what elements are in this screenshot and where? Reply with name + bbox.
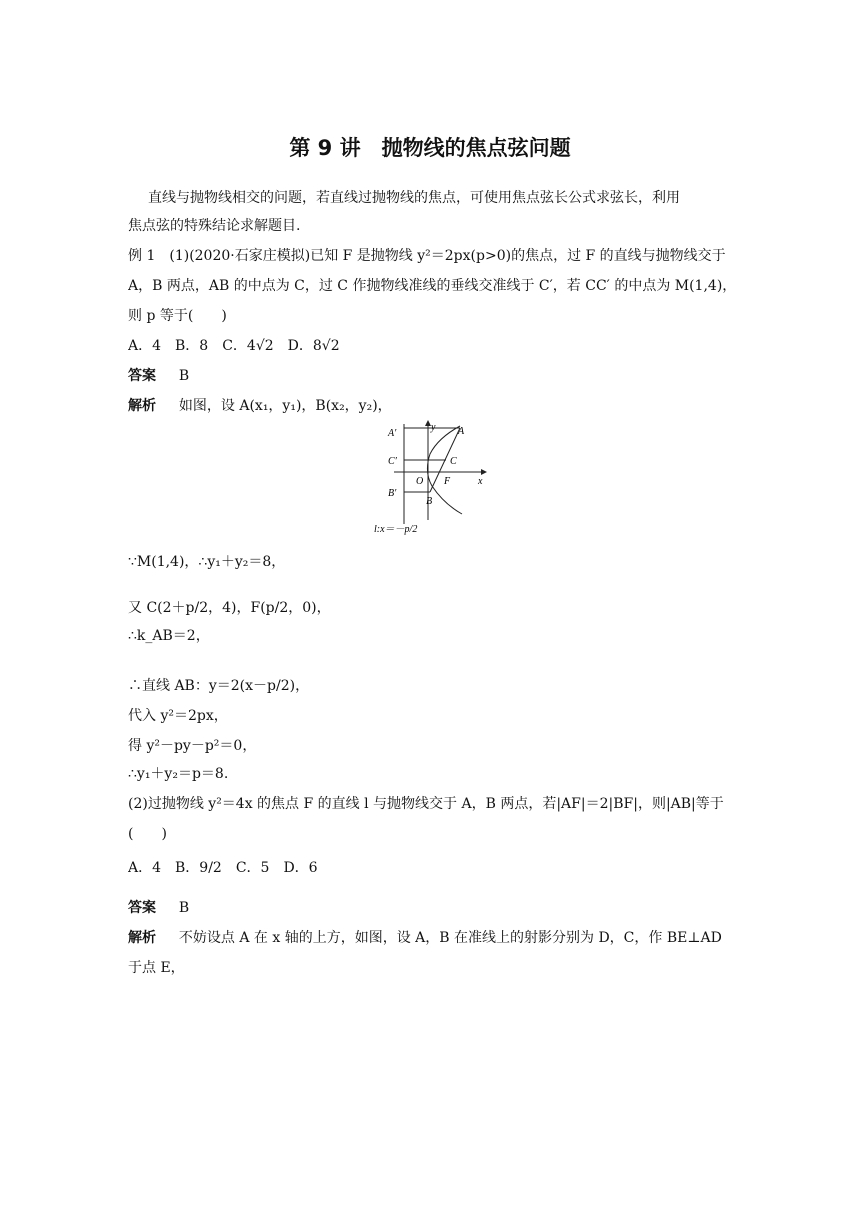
label-o: O <box>416 476 424 487</box>
parabola-diagram <box>368 420 502 540</box>
analysis-intro: 如图，设 A(x₁，y₁)，B(x₂，y₂)， <box>178 398 392 414</box>
label-y: y <box>431 422 436 433</box>
step-7: ∴y₁＋y₂＝p＝8. <box>128 766 229 782</box>
label-c: C <box>450 456 457 467</box>
example1-answer <box>128 366 740 386</box>
intro-line-2: 焦点弦的特殊结论求解题目. <box>128 218 301 234</box>
label-f: F <box>444 476 451 487</box>
example1-question2-analysis-line-2: 于点 E， <box>128 960 185 976</box>
example1-question-line-3: 则 p 等于( ) <box>128 308 227 324</box>
example1-analysis <box>128 396 740 416</box>
example1-question-line-2: A，B 两点，AB 的中点为 C，过 C 作抛物线准线的垂线交准线于 C′，若 CC′ 的中点为 M(1,4)， <box>128 278 737 294</box>
label-a-prime: A′ <box>388 428 397 439</box>
label-b-prime: B′ <box>388 488 397 499</box>
intro-line-1: 直线与抛物线相交的问题，若直线过抛物线的焦点，可使用焦点弦长公式求弦长，利用 <box>148 190 680 206</box>
step-6: 得 y²－py－p²＝0， <box>128 738 257 754</box>
label-x: x <box>478 476 483 487</box>
label-c-prime: C′ <box>388 456 397 467</box>
step-5: 代入 y²＝2px， <box>128 708 228 724</box>
parabola-curve <box>427 426 462 514</box>
x-axis-arrow <box>481 469 487 475</box>
example1-question2-line-2: ( ) <box>128 826 167 842</box>
step-1: ∵M(1,4)，∴y₁＋y₂＝8， <box>128 554 286 570</box>
example1-question2-options: A．4 B．9/2 C．5 D．6 <box>128 860 318 876</box>
parabola-figure <box>368 420 502 540</box>
answer-label: 答案 <box>128 368 156 384</box>
step-2: 又 C(2＋p/2，4)，F(p/2，0)， <box>128 600 331 616</box>
answer-value: B <box>178 368 190 384</box>
page-title: 第 9 讲 抛物线的焦点弦问题 <box>289 136 571 160</box>
answer-label-2: 答案 <box>128 900 156 916</box>
step-3: ∴k_AB＝2， <box>128 628 210 644</box>
example1-question2-line-1: (2)过抛物线 y²＝4x 的焦点 F 的直线 l 与抛物线交于 A，B 两点，若|AF|＝2|BF|，则|AB|等于 <box>128 796 724 812</box>
answer-value-2: B <box>178 900 190 916</box>
analysis-label-2: 解析 <box>128 930 156 946</box>
step-4: ∴直线 AB：y＝2(x－p/2)， <box>128 678 310 694</box>
label-b: B <box>426 496 433 507</box>
label-a: A <box>458 426 465 437</box>
example1-question-line-1: 例 1 (1)(2020·石家庄模拟)已知 F 是抛物线 y²＝2px(p>0)的焦点，过 F 的直线与抛物线交于 <box>128 248 726 264</box>
analysis-text-2: 不妨设点 A 在 x 轴的上方，如图，设 A，B 在准线上的射影分别为 D，C，作 BE⊥AD <box>178 930 722 946</box>
analysis-label: 解析 <box>128 398 156 414</box>
example1-question2-answer <box>128 898 740 918</box>
example1-question2-analysis-line-1 <box>128 928 740 948</box>
example1-options: A．4 B．8 C．4√2 D．8√2 <box>128 338 340 354</box>
label-directrix: l:x＝－p/2 <box>374 524 418 535</box>
